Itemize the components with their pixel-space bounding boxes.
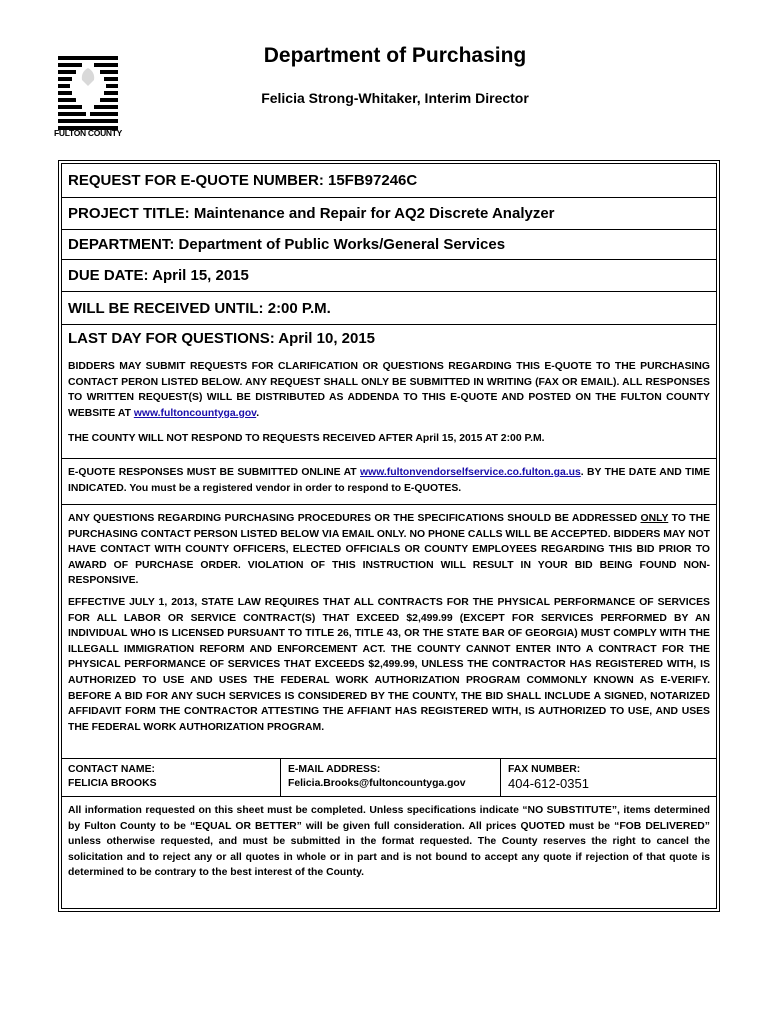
project-title: PROJECT TITLE: Maintenance and Repair for AQ2 Discrete Analyzer	[62, 198, 716, 230]
contact-row	[62, 759, 716, 797]
questions-paragraph	[62, 505, 716, 759]
contact-email-cell	[282, 759, 504, 795]
contact-divider-1	[280, 759, 281, 796]
period: .	[256, 407, 260, 419]
website-link[interactable]: www.fultoncountyga.gov	[133, 407, 257, 419]
due-date: DUE DATE: April 15, 2015	[62, 260, 716, 292]
contact-fax-label: FAX NUMBER:	[508, 764, 581, 775]
last-day-questions: LAST DAY FOR QUESTIONS: April 10, 2015	[68, 330, 376, 347]
vendor-portal-link[interactable]: www.fultonvendorselfservice.co.fulton.ga.us	[360, 467, 581, 478]
submit-text-post: . BY THE DATE AND TIME INDICATED. You must be a registered vendor in order to respond to E-QUOTES.	[68, 467, 710, 494]
received-until: WILL BE RECEIVED UNTIL: 2:00 P.M.	[62, 292, 716, 325]
quote-number: REQUEST FOR E-QUOTE NUMBER: 15FB97246C	[62, 164, 716, 198]
questions-text-pre: ANY QUESTIONS REGARDING PURCHASING PROCEDURES OR THE SPECIFICATIONS SHOULD BE ADDRESSED	[68, 513, 641, 524]
questions-text-post: TO THE PURCHASING CONTACT PERSON LISTED BELOW VIA EMAIL ONLY. NO PHONE CALLS WILL BE ACCEPTED. BIDDERS MAY NOT HAVE CONTACT WITH COUNTY OFFICERS, ELECTED OFFICIALS OR COUNTY EMPLOYEES REGARDING THIS BID PRIOR TO AWARD OF PURCHASE ORDER. VIOLATION OF THIS INSTRUCTION WILL RESULT IN YOUR BID BEING FOUND NON-RESPONSIVE.	[68, 513, 711, 587]
quote-form-box	[58, 160, 720, 912]
logo-label: FULTON COUNTY	[53, 128, 123, 138]
questions-only: ONLY	[640, 513, 669, 524]
footer-paragraph: All information requested on this sheet must be completed. Unless specifications indicate “NO SUBSTITUTE”, items determined by Fulton County to be “EQUAL OR BETTER” will be given full consideration. All prices QUOTED must be “FOB DELIVERED” unless otherwise requested, and must be submitted in the format requested. The County reserves the right to cancel the solicitation and to reject any or all quotes in whole or in part and is not bound to accept any quote if rejection of that quote is determined to be contrary to the best interest of the County.	[68, 805, 710, 879]
submit-paragraph	[62, 459, 716, 505]
clarification-text: BIDDERS MAY SUBMIT REQUESTS FOR CLARIFICATION OR QUESTIONS REGARDING THIS E-QUOTE TO THE PURCHASING CONTACT PERON LISTED BELOW. ANY REQUEST SHALL ONLY BE SUBMITTED IN WRITING (FAX OR EMAIL). ALL RESPONSES TO WRITTEN REQUEST(S) WILL BE DISTRIBUTED AS ADDENDA TO THIS E-QUOTE AND POSTED ON THE FULTON COUNTY WEBSITE AT	[68, 361, 710, 419]
no-response-text: THE COUNTY WILL NOT RESPOND TO REQUESTS RECEIVED AFTER April 15, 2015 AT 2:00 P.M.	[68, 433, 545, 445]
page-subtitle: Felicia Strong-Whitaker, Interim Director	[261, 90, 529, 106]
contact-email-value[interactable]: Felicia.Brooks@fultoncountyga.gov	[288, 778, 466, 789]
department: DEPARTMENT: Department of Public Works/General Services	[62, 230, 716, 260]
submit-text-pre: E-QUOTE RESPONSES MUST BE SUBMITTED ONLINE AT	[68, 467, 361, 478]
contact-email-label: E-MAIL ADDRESS:	[288, 764, 381, 775]
law-text: EFFECTIVE JULY 1, 2013, STATE LAW REQUIRES THAT ALL CONTRACTS FOR THE PHYSICAL PERFORMANCE OF SERVICES FOR ALL LABOR OR SERVICE CONTRACT(S) THAT EXCEED $2,499.99 (EXCEPT FOR SERVICES PERFORMED BY AN INDIVIDUAL WHO IS LICENSED PURSUANT TO TITLE 26, TITLE 43, OR THE STATE BAR OF GEORGIA) MUST COMPLY WITH THE ILLEGALL IMMIGRATION REFORM AND ENFORCEMENT ACT. THE COUNTY CANNOT ENTER INTO A CONTRACT FOR THE PHYSICAL PERFORMANCE OF SERVICES THAT EXCEEDS $2,499.99, UNLESS THE CONTRACTOR HAS REGISTERED WITH, IS AUTHORIZED TO USE AND USES THE FEDERAL WORK AUTHORIZATION PROGRAM COMMONLY KNOWN AS E-VERIFY. BEFORE A BID FOR ANY SUCH SERVICES IS CONSIDERED BY THE COUNTY, THE BID SHALL INCLUDE A SIGNED, NOTARIZED AFFIDAVIT FORM THE CONTRACTOR ATTESTING THE AFFIANT HAS REGISTERED WITH, IS AUTHORIZED TO USE, AND USES THE FEDERAL WORK AUTHORIZATION PROGRAM.	[68, 596, 710, 733]
contact-name-label: CONTACT NAME:	[68, 764, 155, 775]
contact-fax-cell	[502, 759, 714, 795]
contact-divider-2	[500, 759, 501, 796]
contact-fax-value: 404-612-0351	[508, 776, 589, 791]
clarification-paragraph	[62, 353, 716, 459]
contact-name-cell	[62, 759, 274, 795]
page-title: Department of Purchasing	[263, 44, 527, 67]
contact-name-value: FELICIA BROOKS	[68, 778, 157, 789]
